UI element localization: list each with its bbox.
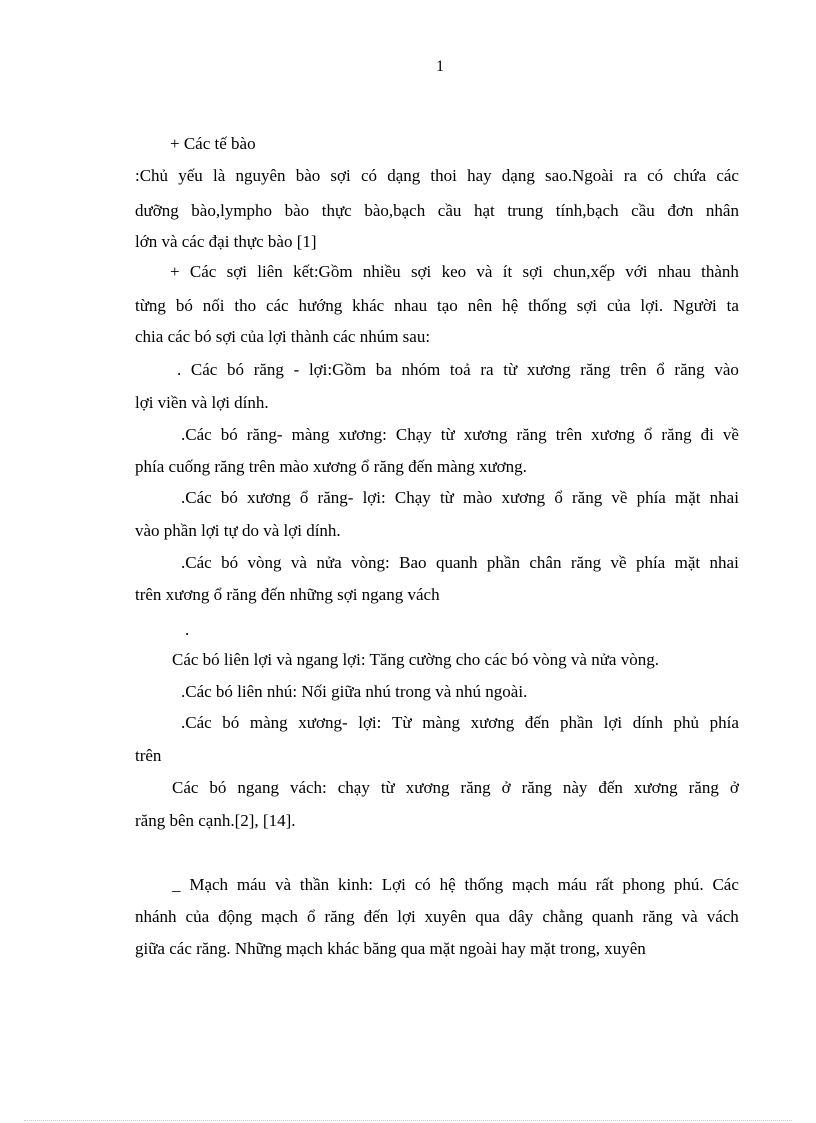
text-line: từng bó nối tho các hướng khác nhau tạo nên hệ thống sợi của lợi. Người ta (135, 296, 739, 315)
text-line: trên (135, 746, 162, 765)
text-line: Các bó liên lợi và ngang lợi: Tăng cường cho các bó vòng và nửa vòng. (172, 650, 659, 669)
text-line: vào phần lợi tự do và lợi dính. (135, 521, 341, 540)
page-bottom-divider (24, 1120, 792, 1121)
text-line: Các bó ngang vách: chạy từ xương răng ở răng này đến xương răng ở (172, 778, 739, 797)
page-number: 1 (436, 58, 444, 75)
text-line: giữa các răng. Những mạch khác băng qua mặt ngoài hay mặt trong, xuyên (135, 939, 646, 958)
text-line: dưỡng bào,lympho bào thực bào,bạch cầu hạt trung tính,bạch cầu đơn nhân (135, 201, 739, 220)
text-line: .Các bó vòng và nửa vòng: Bao quanh phần chân răng về phía mặt nhai (181, 553, 739, 572)
text-line: chia các bó sợi của lợi thành các nhúm sau: (135, 327, 431, 346)
text-line: nhánh của động mạch ổ răng đến lợi xuyên qua dây chằng quanh răng và vách (135, 907, 739, 926)
text-line: _ Mạch máu và thần kinh: Lợi có hệ thống mạch máu rất phong phú. Các (172, 875, 739, 894)
text-line: phía cuống răng trên mào xương ổ răng đến màng xương. (135, 457, 527, 476)
text-line: .Các bó xương ổ răng- lợi: Chạy từ mào xương ổ răng về phía mặt nhai (181, 488, 739, 507)
text-line: .Các bó màng xương- lợi: Từ màng xương đến phần lợi dính phủ phía (181, 713, 739, 732)
text-line: .Các bó răng- màng xương: Chạy từ xương răng trên xương ổ răng đi về (181, 425, 739, 444)
text-line: .Các bó liên nhú: Nối giữa nhú trong và nhú ngoài. (181, 682, 528, 701)
text-line: trên xương ổ răng đến những sợi ngang vách (135, 585, 440, 604)
text-line: lớn và các đại thực bào [1] (135, 232, 317, 251)
text-line: :Chủ yếu là nguyên bào sợi có dạng thoi hay dạng sao.Ngoài ra có chứa các (135, 166, 739, 185)
text-line: . Các bó răng - lợi:Gồm ba nhóm toả ra từ xương răng trên ổ răng vào (177, 360, 739, 379)
text-line: + Các tế bào (170, 134, 256, 153)
text-line: răng bên cạnh.[2], [14]. (135, 811, 296, 830)
text-line: . (185, 620, 190, 639)
text-line: lợi viền và lợi dính. (135, 393, 269, 412)
text-line: + Các sợi liên kết:Gồm nhiều sợi keo và ít sợi chun,xếp với nhau thành (170, 262, 739, 281)
